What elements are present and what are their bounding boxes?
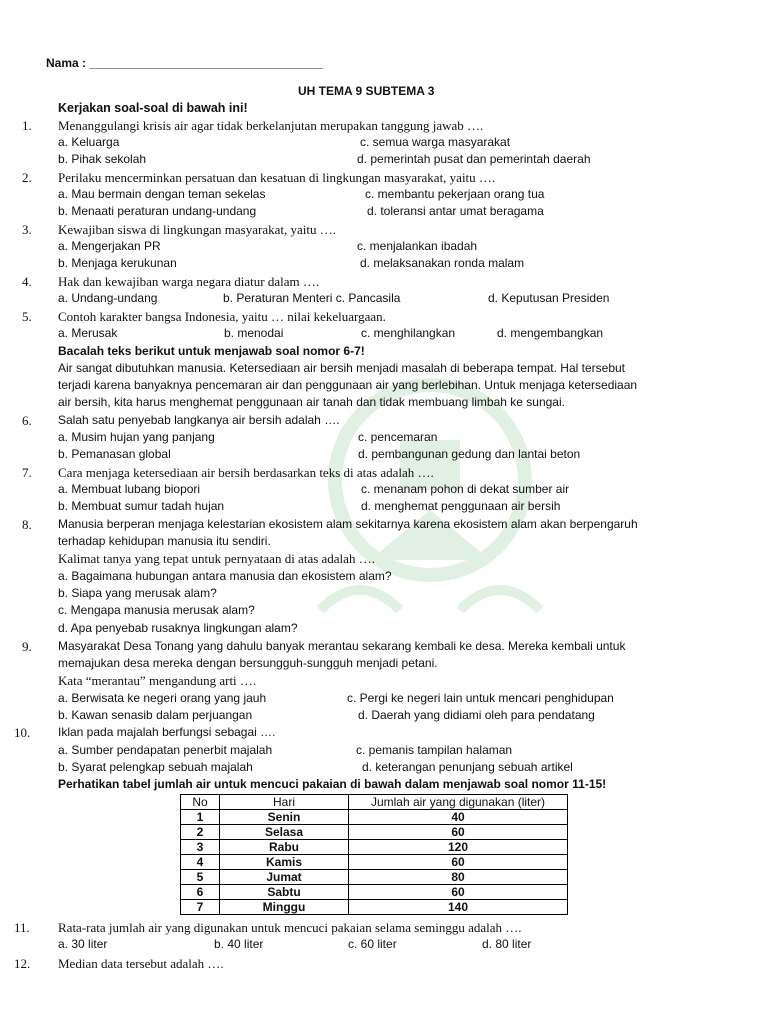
table-header-jumlah: Jumlah air yang digunakan (liter) <box>349 795 568 810</box>
name-field-label: Nama : ___________________________________ <box>46 56 323 70</box>
q9-option-d: d. Daerah yang didiami oleh para pendatang <box>358 708 595 722</box>
table-cell: Minggu <box>220 900 349 915</box>
table-cell: 140 <box>349 900 568 915</box>
q4-option-d: d. Keputusan Presiden <box>488 291 610 305</box>
q5-number: 5. <box>22 309 32 324</box>
q4-option-b-c: b. Peraturan Menteri c. Pancasila <box>223 291 401 305</box>
q2-option-a: a. Mau bermain dengan teman sekelas <box>58 187 266 201</box>
table-cell: 40 <box>349 810 568 825</box>
table-cell: Jumat <box>220 870 349 885</box>
q8-option-c: c. Mengapa manusia merusak alam? <box>58 603 255 617</box>
table-intro: Perhatikan tabel jumlah air untuk mencuci pakaian di bawah dalam menjawab soal nomor 11-15! <box>58 777 607 791</box>
q4-number: 4. <box>22 274 32 289</box>
q10-option-c: c. pemanis tampilan halaman <box>356 743 513 757</box>
q4-option-a: a. Undang-undang <box>58 291 158 305</box>
table-row <box>181 810 568 825</box>
table-cell: Sabtu <box>220 885 349 900</box>
q11-option-c: c. 60 liter <box>348 937 397 951</box>
q5-option-a: a. Merusak <box>58 326 118 340</box>
q5-option-c: c. menghilangkan <box>361 326 456 340</box>
q9-number: 9. <box>22 639 32 654</box>
q3-option-b: b. Menjaga kerukunan <box>58 256 177 270</box>
q12-text: Median data tersebut adalah …. <box>58 956 224 971</box>
q8-line-1: Manusia berperan menjaga kelestarian ekosistem alam sekitarnya karena ekosistem alam akan berpengaruh <box>58 517 638 531</box>
q3-option-c: c. menjalankan ibadah <box>357 239 478 253</box>
table-row <box>181 870 568 885</box>
q7-option-c: c. menanam pohon di dekat sumber air <box>361 482 570 496</box>
q1-text: Menanggulangi krisis air agar tidak berkelanjutan merupakan tanggung jawab …. <box>58 118 484 133</box>
q9-line-2: memajukan desa mereka dengan bersungguh-sungguh menjadi petani. <box>58 656 438 670</box>
table-cell: Selasa <box>220 825 349 840</box>
table-cell: 4 <box>181 855 220 870</box>
q10-option-a: a. Sumber pendapatan penerbit majalah <box>58 743 273 757</box>
table-header-hari: Hari <box>220 795 349 810</box>
q6-option-b: b. Pemanasan global <box>58 447 171 461</box>
q2-option-c: c. membantu pekerjaan orang tua <box>365 187 545 201</box>
q8-option-a: a. Bagaimana hubungan antara manusia dan ekosistem alam? <box>58 569 392 583</box>
q1-option-a: a. Keluarga <box>58 135 120 149</box>
q6-number: 6. <box>22 413 32 428</box>
passage-line-3: air bersih, kita harus menghemat penggunaan air tanah dan tidak membuang limbah ke sungai. <box>58 395 565 409</box>
q11-option-b: b. 40 liter <box>214 937 264 951</box>
table-cell: 1 <box>181 810 220 825</box>
q7-option-d: d. menghemat penggunaan air bersih <box>361 499 561 513</box>
q8-number: 8. <box>22 517 32 532</box>
q11-text: Rata-rata jumlah air yang digunakan untuk mencuci pakaian selama seminggu adalah …. <box>58 920 522 935</box>
table-cell: 60 <box>349 825 568 840</box>
table-cell: 7 <box>181 900 220 915</box>
table-cell: 80 <box>349 870 568 885</box>
q3-number: 3. <box>22 222 32 237</box>
table-cell: 60 <box>349 855 568 870</box>
q6-option-d: d. pembangunan gedung dan lantai beton <box>358 447 581 461</box>
q5-option-d: d. mengembangkan <box>497 326 604 340</box>
q3-option-d: d. melaksanakan ronda malam <box>360 256 525 270</box>
q11-number: 11. <box>14 920 30 935</box>
passage-heading: Bacalah teks berikut untuk menjawab soal nomor 6-7! <box>58 344 365 358</box>
q7-option-a: a. Membuat lubang biopori <box>58 482 201 496</box>
q9-option-c: c. Pergi ke negeri lain untuk mencari penghidupan <box>347 691 614 705</box>
table-header-row <box>181 795 568 810</box>
q7-option-b: b. Membuat sumur tadah hujan <box>58 499 225 513</box>
table-cell: 2 <box>181 825 220 840</box>
table-cell: 5 <box>181 870 220 885</box>
q9-option-b: b. Kawan senasib dalam perjuangan <box>58 708 253 722</box>
table-cell: 120 <box>349 840 568 855</box>
table-cell: 60 <box>349 885 568 900</box>
table-cell: Kamis <box>220 855 349 870</box>
q10-option-d: d. keterangan penunjang sebuah artikel <box>362 760 573 774</box>
q9-option-a: a. Berwisata ke negeri orang yang jauh <box>58 691 267 705</box>
q5-option-b: b. menodai <box>224 326 284 340</box>
q5-text: Contoh karakter bangsa Indonesia, yaitu … nilai kekeluargaan. <box>58 309 386 324</box>
q1-option-d: d. pemerintah pusat dan pemerintah daerah <box>357 152 591 166</box>
q12-number: 12. <box>14 956 31 971</box>
q10-text: Iklan pada majalah berfungsi sebagai …. <box>58 725 276 739</box>
q6-option-c: c. pencemaran <box>358 430 438 444</box>
q7-number: 7. <box>22 465 32 480</box>
table-row <box>181 825 568 840</box>
q7-text: Cara menjaga ketersediaan air bersih berdasarkan teks di atas adalah …. <box>58 465 434 480</box>
q8-line-3: Kalimat tanya yang tepat untuk pernyataan di atas adalah …. <box>58 551 375 566</box>
q2-text: Perilaku mencerminkan persatuan dan kesatuan di lingkungan masyarakat, yaitu …. <box>58 170 496 185</box>
table-row <box>181 885 568 900</box>
table-cell: Rabu <box>220 840 349 855</box>
q8-option-d: d. Apa penyebab rusaknya lingkungan alam? <box>58 621 298 635</box>
q9-line-3: Kata “merantau” mengandung arti …. <box>58 673 257 688</box>
table-row <box>181 855 568 870</box>
passage-line-2: terjadi karena banyaknya pencemaran air dan penggunaan air yang berlebihan. Untuk menjaga ketersediaan <box>58 378 638 392</box>
q6-option-a: a. Musim hujan yang panjang <box>58 430 215 444</box>
table-row <box>181 840 568 855</box>
q3-text: Kewajiban siswa di lingkungan masyarakat, yaitu …. <box>58 222 336 237</box>
instruction: Kerjakan soal-soal di bawah ini! <box>58 101 248 115</box>
q1-option-b: b. Pihak sekolah <box>58 152 147 166</box>
q8-option-b: b. Siapa yang merusak alam? <box>58 586 217 600</box>
q2-option-b: b. Menaati peraturan undang-undang <box>58 204 257 218</box>
page-title: UH TEMA 9 SUBTEMA 3 <box>298 84 435 98</box>
q9-line-1: Masyarakat Desa Tonang yang dahulu banyak merantau sekarang kembali ke desa. Mereka kembali untuk <box>58 639 626 653</box>
table-header-no: No <box>181 795 220 810</box>
q11-option-a: a. 30 liter <box>58 937 108 951</box>
q10-option-b: b. Syarat pelengkap sebuah majalah <box>58 760 253 774</box>
table-row <box>181 900 568 915</box>
water-usage-table <box>180 794 568 915</box>
table-cell: Senin <box>220 810 349 825</box>
q10-number: 10. <box>14 725 31 740</box>
q4-text: Hak dan kewajiban warga negara diatur dalam …. <box>58 274 320 289</box>
table-cell: 3 <box>181 840 220 855</box>
q8-line-2: terhadap kehidupan manusia itu sendiri. <box>58 534 271 548</box>
q11-option-d: d. 80 liter <box>482 937 532 951</box>
q2-option-d: d. toleransi antar umat beragama <box>367 204 544 218</box>
q3-option-a: a. Mengerjakan PR <box>58 239 161 253</box>
table-cell: 6 <box>181 885 220 900</box>
passage-line-1: Air sangat dibutuhkan manusia. Ketersediaan air bersih menjadi masalah di beberapa tempat. Hal tersebut <box>58 361 625 375</box>
q1-number: 1. <box>22 118 32 133</box>
q2-number: 2. <box>22 170 32 185</box>
q1-option-c: c. semua warga masyarakat <box>360 135 511 149</box>
q6-text: Salah satu penyebab langkanya air bersih adalah …. <box>58 413 340 427</box>
